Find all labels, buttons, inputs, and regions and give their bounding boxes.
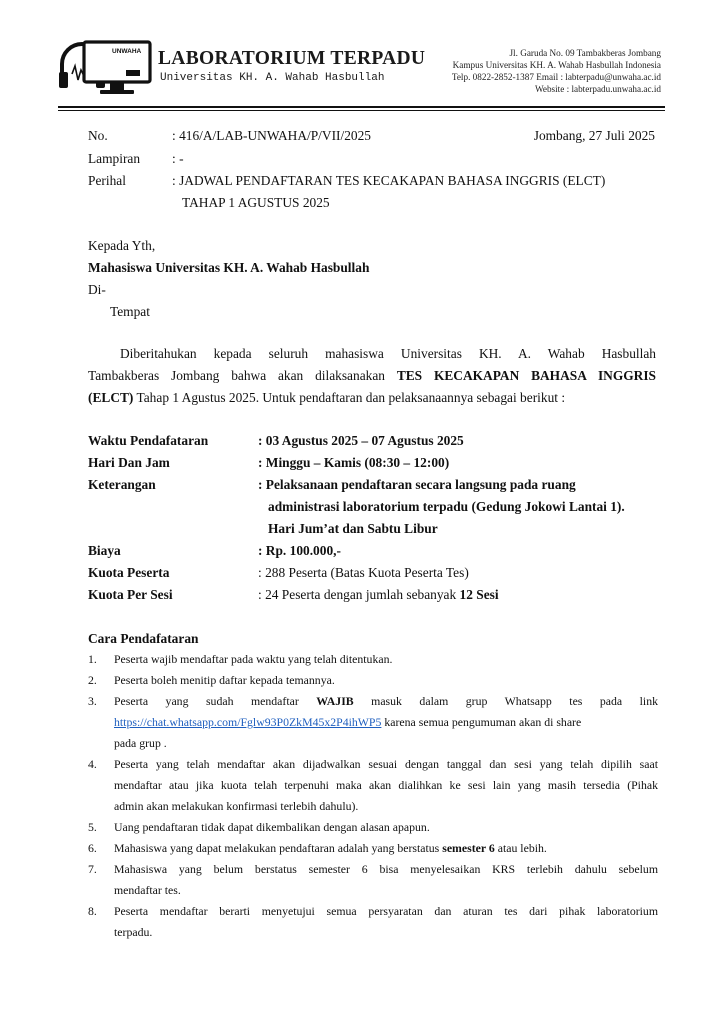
list-text-part: Mahasiswa yang dapat melakukan pendaftaran adalah yang berstatus — [114, 841, 443, 855]
detail-value-sesi — [258, 586, 499, 603]
detail-value-keterangan: : Pelaksanaan pendaftaran secara langsung pada ruang — [258, 477, 576, 492]
sesi-count: 12 Sesi — [459, 587, 499, 602]
address-line: Website : labterpadu.unwaha.ac.id — [534, 84, 661, 94]
list-text: pada grup . — [114, 736, 167, 750]
list-text — [114, 691, 658, 712]
intro-line-1: Diberitahukan kepada seluruh mahasiswa Universitas KH. A. Wahab Hasbullah — [120, 346, 656, 361]
list-number: 2. — [88, 673, 97, 687]
intro-text: Tahap 1 Agustus 2025. Untuk pendaftaran dan pelaksanaannya sebagai berikut : — [133, 390, 566, 405]
whatsapp-group-link[interactable]: https://chat.whatsapp.com/Fglw93P0ZkM45x2P4ihWP5 — [114, 715, 382, 729]
perihal-value-cont: TAHAP 1 AGUSTUS 2025 — [182, 195, 330, 210]
list-text: Uang pendaftaran tidak dapat dikembalikan dengan alasan apapun. — [114, 820, 430, 834]
address-line: Telp. 0822-2852-1387 Email : labterpadu@unwaha.ac.id — [451, 72, 661, 82]
list-text: mendaftar tes. — [114, 883, 181, 897]
detail-label-sesi: Kuota Per Sesi — [88, 587, 173, 602]
list-text: mendaftar atau jika kuota telah terpenuhi maka akan dialihkan ke sesi lain yang masih tersedia (Pihak — [114, 778, 658, 792]
lampiran-value: : - — [172, 151, 184, 166]
detail-value-kuota: : 288 Peserta (Batas Kuota Peserta Tes) — [258, 565, 469, 580]
list-number: 5. — [88, 820, 97, 834]
detail-label-kuota: Kuota Peserta — [88, 565, 170, 580]
address-line: Kampus Universitas KH. A. Wahab Hasbullah Indonesia — [452, 60, 661, 70]
list-text: Peserta wajib mendaftar pada waktu yang telah ditentukan. — [114, 652, 393, 666]
recipient-di: Di- — [88, 282, 106, 297]
detail-value-keterangan-2: administrasi laboratorium terpadu (Gedung Jokowi Lantai 1). — [268, 499, 625, 514]
list-text — [114, 712, 658, 733]
list-text-part: atau lebih. — [494, 841, 547, 855]
list-text: terpadu. — [114, 925, 153, 939]
list-text: Peserta yang telah mendaftar akan dijadwalkan sesuai dengan tanggal dan sesi yang telah dipilih saat — [114, 757, 658, 771]
intro-line-3 — [88, 389, 565, 406]
list-number: 1. — [88, 652, 97, 666]
list-text: Peserta mendaftar berarti menyetujui semua persyaratan dan aturan tes dari pihak laboratorium — [114, 904, 658, 918]
lab-title: LABORATORIUM TERPADU — [158, 48, 426, 69]
detail-label-keterangan: Keterangan — [88, 477, 156, 492]
section-heading: Cara Pendafataran — [88, 631, 199, 646]
lab-address — [452, 47, 661, 95]
detail-label-biaya: Biaya — [88, 543, 121, 558]
list-text-part: karena semua pengumuman akan di share — [381, 715, 582, 729]
perihal-value: : JADWAL PENDAFTARAN TES KECAKAPAN BAHASA INGGRIS (ELCT) — [172, 173, 606, 188]
list-text — [114, 838, 658, 859]
detail-value-waktu: : 03 Agustus 2025 – 07 Agustus 2025 — [258, 433, 464, 448]
intro-text: Tambakberas Jombang bahwa akan dilaksanakan — [88, 368, 397, 383]
detail-value-hari: : Minggu – Kamis (08:30 – 12:00) — [258, 455, 450, 470]
list-emphasis: semester 6 — [442, 841, 495, 855]
greeting: Kepada Yth, — [88, 238, 156, 253]
detail-label-hari: Hari Dan Jam — [88, 455, 170, 470]
list-number: 4. — [88, 757, 97, 771]
list-number: 8. — [88, 904, 97, 918]
detail-value-biaya: : Rp. 100.000,- — [258, 543, 341, 558]
list-text-part: Peserta yang sudah mendaftar — [114, 694, 317, 708]
address-line: Jl. Garuda No. 09 Tambakberas Jombang — [509, 48, 661, 58]
no-label: No. — [88, 128, 108, 143]
list-text-part: masuk dalam grup Whatsapp tes pada link — [353, 694, 658, 708]
header-rule-thin — [58, 110, 665, 111]
perihal-label: Perihal — [88, 173, 126, 188]
intro-line-2 — [88, 367, 656, 384]
lampiran-label: Lampiran — [88, 151, 141, 166]
list-number: 6. — [88, 841, 97, 855]
laboratory-logo — [56, 38, 154, 102]
detail-value-keterangan-3: Hari Jum’at dan Sabtu Libur — [268, 521, 438, 536]
list-text: admin akan melakukan konfirmasi terlebih dahulu). — [114, 799, 359, 813]
intro-emphasis: (ELCT) — [88, 390, 134, 405]
list-number: 7. — [88, 862, 97, 876]
detail-label-waktu: Waktu Pendafataran — [88, 433, 209, 448]
intro-emphasis: TES KECAKAPAN BAHASA INGGRIS — [396, 368, 657, 383]
list-text: Mahasiswa yang belum berstatus semester 6 bisa menyelesaikan KRS terlebih dahulu sebelum — [114, 862, 658, 876]
lab-subtitle: Universitas KH. A. Wahab Hasbullah — [160, 72, 385, 84]
logo-text: UNWAHA — [112, 48, 142, 55]
header-rule-thick — [58, 106, 665, 108]
recipient-place: Tempat — [110, 304, 150, 319]
list-text: Peserta boleh menitip daftar kepada temannya. — [114, 673, 335, 687]
list-number: 3. — [88, 694, 97, 708]
list-emphasis: WAJIB — [316, 694, 354, 708]
recipient-name: Mahasiswa Universitas KH. A. Wahab Hasbullah — [88, 260, 370, 275]
no-value: : 416/A/LAB-UNWAHA/P/VII/2025 — [172, 128, 371, 143]
sesi-text: : 24 Peserta dengan jumlah sebanyak — [258, 587, 460, 602]
letter-date: Jombang, 27 Juli 2025 — [533, 128, 655, 143]
